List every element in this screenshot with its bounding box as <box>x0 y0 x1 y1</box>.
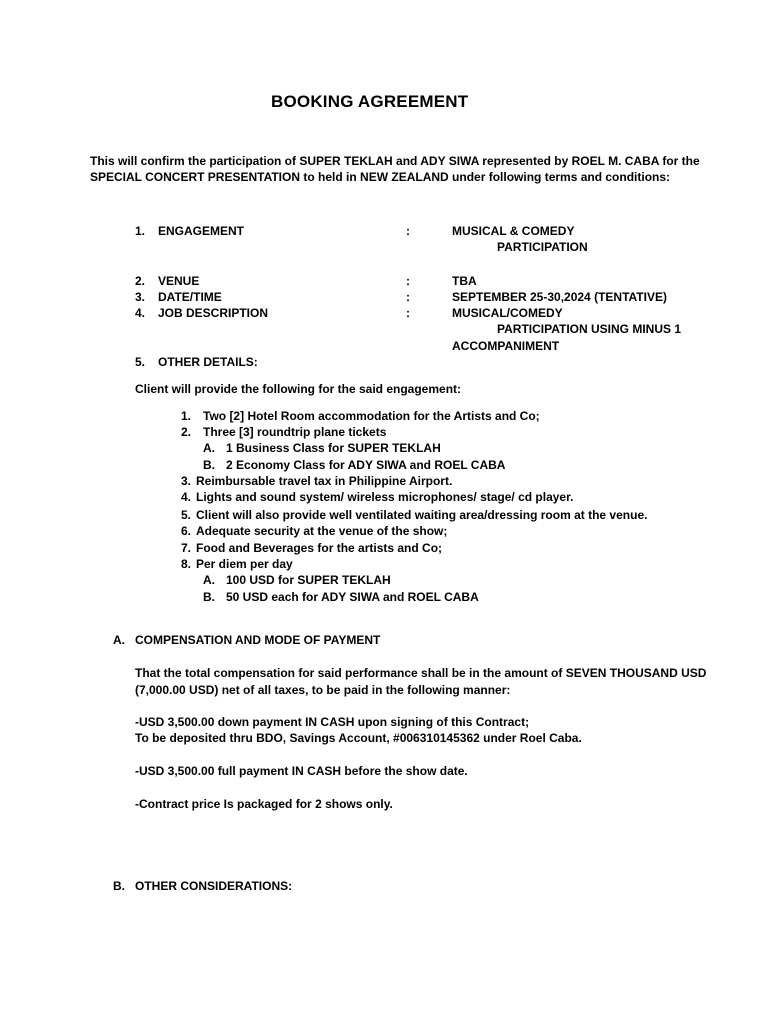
provision-number: 1. <box>181 409 192 423</box>
text-part: upon signing of this Contract; <box>354 715 530 729</box>
provision-subnumber: A. <box>203 441 215 455</box>
client-provides-text: Client will provide the following for the said engagement: <box>135 382 462 396</box>
text-part: BDO <box>256 731 283 745</box>
intro-text: NEW ZEALAND <box>360 170 449 184</box>
provision-text: Per diem per day <box>196 557 293 571</box>
provision-subnumber: A. <box>203 573 215 587</box>
text-part: full payment <box>214 764 292 778</box>
term-value-cont: PARTICIPATION USING MINUS 1 <box>497 322 682 336</box>
term-colon: : <box>406 306 410 320</box>
payment-line <box>135 763 468 779</box>
payment-line <box>135 714 529 730</box>
term-number: 1. <box>135 224 146 238</box>
term-number: 3. <box>135 290 146 304</box>
provision-text-part: SUPER TEKLAH <box>347 441 441 455</box>
term-number: 4. <box>135 306 146 320</box>
provision-text-part: 100 USD <box>226 573 275 587</box>
intro-text: under following terms and conditions: <box>448 170 671 184</box>
provision-number: 2. <box>181 425 192 439</box>
provision-number: 6. <box>181 524 192 538</box>
intro-text: ADY SIWA <box>420 154 479 168</box>
provision-text-part: ADY SIWA <box>320 590 380 604</box>
section-letter: B. <box>113 879 125 893</box>
term-value: TBA <box>452 274 477 288</box>
intro-text: This will confirm the participation of <box>90 154 300 168</box>
provision-number: 4. <box>181 490 192 504</box>
text-part: shows only. <box>321 797 393 811</box>
intro-text: ROEL M. CABA <box>571 154 659 168</box>
provision-text: Lights and sound system/ wireless microphones/ stage/ cd player. <box>196 490 574 504</box>
term-colon: : <box>406 274 410 288</box>
intro-text: for the <box>658 154 700 168</box>
text-part: before the show date. <box>341 764 468 778</box>
provision-subnumber: B. <box>203 590 215 604</box>
intro-text: SPECIAL CONCERT PRESENTATION <box>90 170 301 184</box>
text-part: -USD 3,500.00 <box>135 764 215 778</box>
term-colon: : <box>406 290 410 304</box>
text-part: down payment <box>214 715 306 729</box>
term-label: JOB DESCRIPTION <box>158 306 269 320</box>
term-label: OTHER DETAILS: <box>158 355 258 369</box>
provision-number: 7. <box>181 541 192 555</box>
intro-text: SUPER TEKLAH <box>299 154 393 168</box>
provision-text: Three [3] roundtrip plane tickets <box>203 425 387 439</box>
text-part: SEVEN THOUSAND USD <box>565 666 707 680</box>
text-part: IN CASH <box>305 715 355 729</box>
document-title: BOOKING AGREEMENT <box>271 92 469 111</box>
provision-number: 3. <box>181 474 192 488</box>
intro-line-1 <box>90 153 700 169</box>
term-value: MUSICAL & COMEDY <box>452 224 575 238</box>
provision-number: 8. <box>181 557 192 571</box>
payment-line <box>135 730 582 746</box>
section-heading: OTHER CONSIDERATIONS: <box>135 879 293 893</box>
term-value-cont: ACCOMPANIMENT <box>452 339 560 353</box>
provision-text-part: E <box>236 458 245 472</box>
text-part: -USD 3,500.00 <box>135 715 215 729</box>
provision-subnumber: B. <box>203 458 215 472</box>
term-colon: : <box>406 224 410 238</box>
term-label: ENGAGEMENT <box>158 224 245 238</box>
provision-subtext <box>226 589 479 605</box>
provision-text-part: ROEL CABA <box>434 458 506 472</box>
text-part: , Savings Account, <box>282 731 394 745</box>
text-part: IN CASH <box>291 764 342 778</box>
compensation-line <box>135 665 706 681</box>
term-label: VENUE <box>158 274 200 288</box>
compensation-line <box>135 682 510 698</box>
provision-text-part: ROEL CABA <box>407 590 479 604</box>
text-part: net of all taxes, to be paid in the following manner: <box>218 683 511 697</box>
term-label: DATE/TIME <box>158 290 222 304</box>
term-value: MUSICAL/COMEDY <box>452 306 563 320</box>
term-number: 5. <box>135 355 146 369</box>
provision-subtext <box>226 572 391 588</box>
provision-text-part: ADY SIWA <box>347 458 407 472</box>
provision-text-part: and <box>379 590 408 604</box>
text-part: 2 <box>315 797 322 811</box>
provision-text-part: conomy Class for <box>244 458 348 472</box>
provision-text: Two [2] Hotel Room accommodation for the Artists and Co; <box>203 409 540 423</box>
provision-text: Adequate security at the venue of the show; <box>196 524 448 538</box>
section-letter: A. <box>113 633 125 647</box>
provision-text: Food and Beverages for the artists and Co; <box>196 541 443 555</box>
provision-text: Client will also provide well ventilated waiting area/dressing room at the venue. <box>196 508 648 522</box>
text-part: - <box>135 797 139 811</box>
provision-text-part: SUPER TEKLAH <box>297 573 391 587</box>
provision-text-part: 1 Business Class for <box>226 441 348 455</box>
provision-subtext <box>226 457 505 473</box>
text-part: (7,000.00 USD) <box>135 683 219 697</box>
provision-text: Reimbursable travel tax in Philippine Airport. <box>196 474 453 488</box>
provision-text-part: 2 <box>226 458 237 472</box>
text-part: To be deposited thru <box>135 731 257 745</box>
text-part: #006310145362 <box>393 731 480 745</box>
payment-line <box>135 796 393 812</box>
intro-line-2 <box>90 169 670 185</box>
term-value-cont: PARTICIPATION <box>497 240 588 254</box>
text-part: under Roel Caba. <box>479 731 582 745</box>
section-heading: COMPENSATION AND MODE OF PAYMENT <box>135 633 381 647</box>
provision-number: 5. <box>181 508 192 522</box>
text-part: That the total compensation for said performance shall be in the amount of <box>135 666 566 680</box>
provision-subtext <box>226 440 441 456</box>
provision-text-part: 50 USD <box>226 590 269 604</box>
intro-text: represented by <box>478 154 572 168</box>
text-part: Contract price Is packaged for <box>139 797 316 811</box>
provision-text-part: for <box>274 573 298 587</box>
intro-text: to held in <box>300 170 361 184</box>
provision-text-part: and <box>406 458 435 472</box>
provision-text-part: each for <box>268 590 321 604</box>
intro-text: and <box>392 154 421 168</box>
term-number: 2. <box>135 274 146 288</box>
term-value: SEPTEMBER 25-30,2024 (TENTATIVE) <box>452 290 667 304</box>
